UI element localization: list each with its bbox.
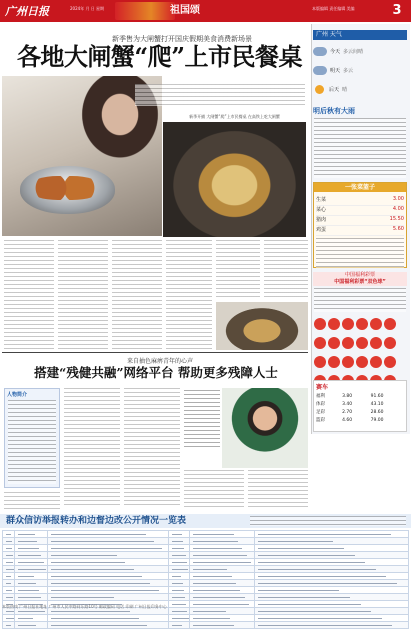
cell-text [193,597,245,598]
table-cell [254,580,408,587]
portrait-photo [222,388,308,468]
price-item: 菜心 [316,207,327,213]
table-row [3,573,409,580]
ticket-row [315,416,405,424]
lottery-ball [356,337,368,349]
masthead-date: 2024年 月 日 星期 [70,6,104,11]
lottery-ball [384,318,396,330]
price-row [316,216,404,226]
lottery-ball [328,356,340,368]
lottery-title: 中国福利彩票 [344,272,375,278]
cell-text [6,555,13,556]
table-cell [3,622,15,629]
table-cell [189,559,254,566]
table-cell [47,587,169,594]
ticket-a: 2.70 [342,409,353,415]
table-row [3,559,409,566]
table-cell [254,573,408,580]
mid-text-col-4 [248,470,308,510]
cell-text [51,541,154,542]
photo-crabs [30,176,100,200]
lottery-headline: 中国福利彩票“双色球” [334,279,386,285]
top-headline: 各地大闸蟹“爬”上市民餐桌 [16,42,303,71]
lottery-ball [342,318,354,330]
table-row [3,538,409,545]
table-cell [47,531,169,538]
cell-text [18,576,34,577]
table-cell [47,552,169,559]
table-cell [169,538,189,545]
price-row [316,196,404,206]
table-row [3,545,409,552]
top-text-col-4 [166,240,212,350]
cell-text [51,548,163,549]
lottery-ball [314,318,326,330]
cell-text [172,562,186,563]
table-cell [169,622,189,629]
ticket-box-title: 赛车 [316,384,329,391]
weather-day: 今天 [330,49,341,55]
lottery-ball [384,356,396,368]
table-cell [47,594,169,601]
table-row [3,566,409,573]
table-row [3,594,409,601]
ticket-row [315,408,405,416]
table-cell [15,615,47,622]
table-cell [15,559,47,566]
lottery-ball [314,337,326,349]
table-cell [254,538,408,545]
table-cell [189,531,254,538]
price-row [316,226,404,236]
cell-text [258,590,340,591]
table-cell [169,594,189,601]
cell-text [193,562,251,563]
table-cell [169,587,189,594]
cell-text [258,569,376,570]
lottery-ball [356,356,368,368]
cell-text [18,625,35,626]
cell-text [193,625,235,626]
table-cell [189,622,254,629]
weather-item [313,80,407,99]
cell-text [51,562,126,563]
lottery-ball [370,337,382,349]
cell-text [193,548,243,549]
mid-text-col-2 [124,388,180,508]
cell-text [51,534,146,535]
cell-text [18,555,41,556]
ticket-name: 足彩 [316,410,325,415]
cell-text [172,541,183,542]
weather-title: 广州 天气 [316,31,342,38]
cell-text [6,583,11,584]
cell-text [172,583,182,584]
section-title: 祖国颂 [170,5,200,16]
cell-text [193,541,238,542]
cell-text [6,618,14,619]
table-cell [189,580,254,587]
table-cell [254,587,408,594]
cell-text [18,590,38,591]
table-cell [189,615,254,622]
crab-caption: 新季开捕 大闸蟹“爬”上市民餐桌 在高铁上吃大闸蟹 [189,114,280,119]
footer-text: 本版热线 广州日报社地址 广州市人民中路同乐路10号 邮政编码 电话 印刷 广州日报印务中心 [2,604,167,609]
cell-text [51,590,159,591]
cell-text [172,569,188,570]
table-cell [254,531,408,538]
cell-text [258,597,350,598]
cell-text [18,541,37,542]
lottery-ball [384,337,396,349]
price-table [316,196,404,266]
mid-text-col-1 [64,388,120,508]
table-cell [189,573,254,580]
table-cell [47,566,169,573]
lottery-ball [328,318,340,330]
cell-text [258,555,355,556]
cell-text [51,555,118,556]
top-text-col-5 [216,240,260,300]
cell-text [51,583,151,584]
lottery-header [313,272,407,286]
cell-text [193,534,234,535]
cell-text [172,548,184,549]
cell-text [51,569,134,570]
price-value: 5.60 [392,226,404,232]
weather-desc: 多云间晴 [343,49,364,55]
cell-text [193,569,228,570]
cloud-icon [313,47,327,56]
table-cell [254,622,408,629]
complaints-table [2,530,409,602]
profile-box [4,388,60,488]
cell-text [258,625,393,626]
table-cell [15,580,47,587]
cell-text [6,534,11,535]
complaints-grid [2,530,409,629]
table-cell [169,573,189,580]
table-cell [169,566,189,573]
mid-kicker: 来自抽色麻痹青年的心声 [126,358,193,365]
weather-list [313,42,407,102]
table-cell [15,622,47,629]
table-cell [3,580,15,587]
ticket-a: 4.60 [342,417,353,423]
cell-text [51,576,142,577]
cell-text [51,597,114,598]
cell-text [172,625,182,626]
table-cell [254,594,408,601]
cell-text [193,555,247,556]
table-cell [169,531,189,538]
table-cell [3,615,15,622]
lottery-ball [342,356,354,368]
table-row [3,615,409,622]
profile-text [8,400,56,484]
cell-text [6,625,11,626]
table-row [3,552,409,559]
sidebar-text-1 [314,118,406,178]
weather-header [313,30,407,40]
photo-caption-box [135,84,305,106]
ticket-row [315,392,405,400]
cell-text [172,576,181,577]
mid-text-col-3 [184,470,244,510]
table-cell [47,615,169,622]
mid-headline: 搭建“残健共融”网络平台 帮助更多残障人士 [34,365,278,380]
table-intro [250,516,406,526]
table-row [3,580,409,587]
cell-text [6,576,11,577]
cell-text [6,569,14,570]
cell-text [18,569,45,570]
price-item: 猪肉 [316,217,327,223]
table-cell [3,573,15,580]
table-cell [254,559,408,566]
sun-icon [315,85,324,94]
paper-name: 广州日报 [5,5,49,18]
weather-item [313,42,407,61]
top-text-col-3 [112,240,162,350]
cell-text [172,618,188,619]
price-value: 3.00 [392,196,404,202]
profile-label: 人物简介 [7,392,28,398]
lottery-ball [328,337,340,349]
cell-text [193,618,230,619]
table-row [3,531,409,538]
cell-text [6,541,12,542]
crab-image [163,122,306,237]
table-cell [3,559,15,566]
table-cell [3,587,15,594]
weather-desc: 多云 [343,68,354,74]
ticket-row [315,400,405,408]
cell-text [258,583,397,584]
table-cell [254,566,408,573]
cell-text [51,625,147,626]
cell-text [6,597,13,598]
cell-text [258,562,365,563]
pull-quote-lines [184,390,220,450]
table-cell [254,615,408,622]
weather-day: 后天 [329,87,340,93]
lottery-ball [370,356,382,368]
weather-item [313,61,407,80]
table-cell [3,594,15,601]
editor-line: 本版编辑 责任编辑 美编 [312,6,355,11]
table-cell [3,552,15,559]
lottery-ball [342,337,354,349]
cell-text [258,576,387,577]
mid-divider [2,352,308,353]
table-cell [15,538,47,545]
sidebar-box-title: 明后秋有大雨 [313,107,355,115]
top-text-col-6 [264,240,308,300]
price-notes [316,238,404,268]
masthead-logo [5,3,69,19]
table-cell [15,545,47,552]
mid-text-col-5 [4,492,60,510]
cell-text [258,548,344,549]
price-value: 4.00 [392,206,404,212]
table-cell [189,538,254,545]
ticket-a: 3.80 [342,393,353,399]
ticket-b: 91.60 [370,393,384,399]
table-cell [15,594,47,601]
table-cell [3,545,15,552]
table-cell [189,566,254,573]
cell-text [172,534,182,535]
cell-text [172,597,185,598]
table-cell [47,538,169,545]
table-cell [169,552,189,559]
table-cell [15,552,47,559]
lottery-ball [370,318,382,330]
table-cell [47,622,169,629]
cell-text [51,618,139,619]
flag-decoration [115,2,175,20]
table-cell [47,580,169,587]
price-box-title: 一张菜篮子 [314,183,406,192]
cell-text [258,618,382,619]
table-cell [169,580,189,587]
table-row [3,587,409,594]
table-cell [189,587,254,594]
cell-text [18,597,40,598]
table-cell [169,545,189,552]
table-cell [189,594,254,601]
intro-text [135,84,305,106]
ticket-b: 28.60 [370,409,384,415]
ticket-a: 3.40 [342,401,353,407]
table-row [3,622,409,629]
cell-text [18,562,43,563]
price-value: 15.50 [389,216,404,222]
cell-text [172,555,185,556]
table-title: 群众信访举报转办和边督边改公开情况一览表 [6,516,187,526]
ticket-name: 篮彩 [316,418,325,423]
ticket-name: 福利 [316,394,325,399]
table-cell [15,531,47,538]
table-cell [254,552,408,559]
ticket-name: 体彩 [316,402,325,407]
cell-text [18,583,36,584]
table-cell [3,566,15,573]
cell-text [258,541,334,542]
top-kicker: 新季售为大闸蟹打开国庆假期美食消费新场景 [112,35,252,43]
table-cell [189,545,254,552]
price-item: 生菜 [316,197,327,203]
table-cell [47,559,169,566]
ticket-table [315,392,405,424]
price-row [316,206,404,216]
cell-text [193,576,232,577]
cell-text [18,618,33,619]
cell-text [6,562,13,563]
cloud-icon [313,66,327,75]
lottery-balls [313,316,407,376]
cell-text [6,590,12,591]
weather-day: 明天 [330,68,341,74]
weather-desc: 晴 [342,87,348,93]
table-cell [189,552,254,559]
lottery-text [314,288,406,312]
lottery-ball [314,356,326,368]
table-cell [3,531,15,538]
table-cell [3,538,15,545]
cell-text [193,583,236,584]
table-cell [169,615,189,622]
ticket-box [313,380,407,432]
dish-photo [216,302,308,350]
cell-text [258,534,391,535]
table-cell [15,573,47,580]
price-item: 鸡蛋 [316,227,327,233]
table-cell [169,559,189,566]
table-cell [15,587,47,594]
table-cell [15,566,47,573]
cell-text [193,590,241,591]
top-text-col-1 [4,240,54,350]
cell-text [6,548,12,549]
cell-text [18,534,35,535]
ticket-b: 43.10 [370,401,384,407]
table-cell [47,545,169,552]
cell-text [18,548,39,549]
ticket-b: 79.00 [370,417,384,423]
page-number: 3 [392,3,402,18]
lottery-ball [356,318,368,330]
table-cell [47,573,169,580]
top-text-col-2 [58,240,108,350]
pull-quote [184,390,220,450]
cell-text [172,590,183,591]
table-cell [254,545,408,552]
